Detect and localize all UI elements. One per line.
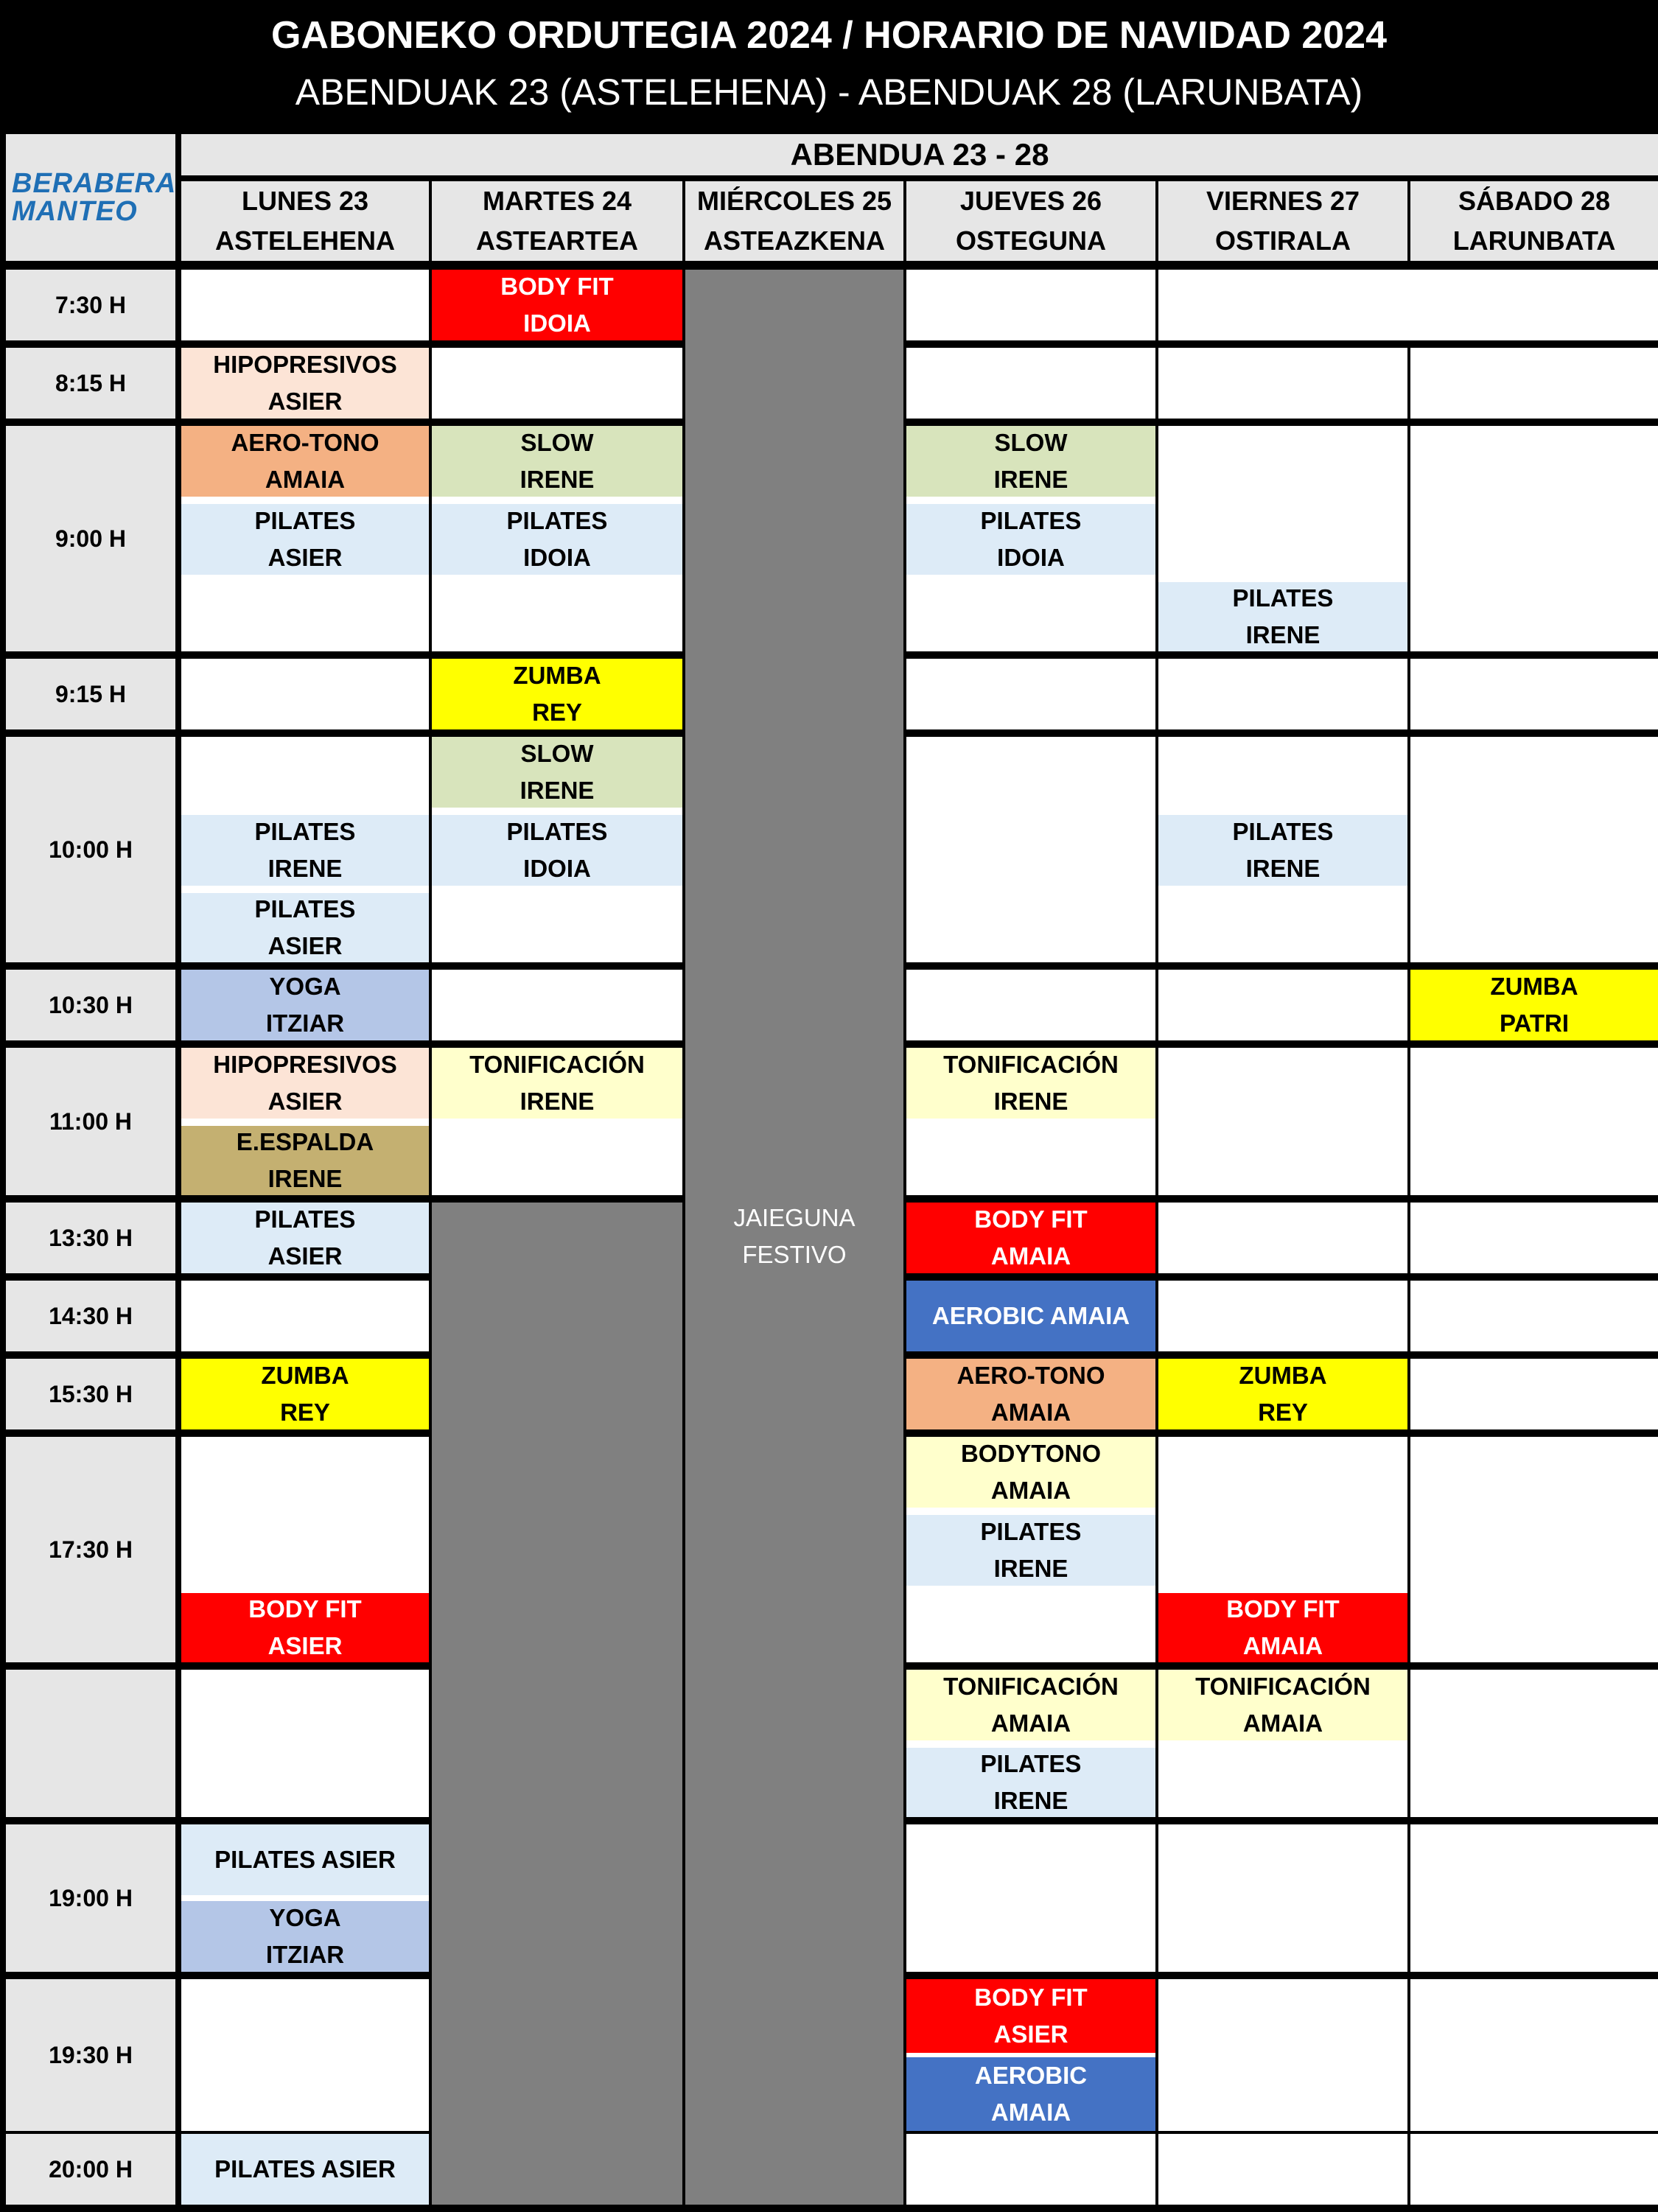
class-block: PILATES ASIER	[181, 893, 429, 962]
empty-slot	[1410, 1203, 1658, 1273]
class-block: PILATES IRENE	[181, 815, 429, 886]
time-label: 9:15 H	[6, 659, 175, 729]
class-block: ZUMBA PATRI	[1410, 970, 1658, 1040]
time-label: 19:00 H	[6, 1824, 175, 1972]
day-header: VIERNES 27 OSTIRALA	[1158, 181, 1407, 261]
class-block: BODY FIT AMAIA	[1158, 1593, 1407, 1662]
empty-slot	[1410, 348, 1658, 419]
day-header: MIÉRCOLES 25 ASTEAZKENA	[685, 181, 903, 261]
time-label: 19:30 H	[6, 1979, 175, 2131]
empty-slot	[1410, 1670, 1658, 1817]
class-block: YOGA ITZIAR	[181, 1901, 429, 1972]
empty-slot	[1410, 737, 1658, 962]
empty-slot	[181, 659, 429, 729]
class-block: AEROBIC AMAIA	[906, 2057, 1155, 2131]
class-block: PILATES IRENE	[1158, 815, 1407, 886]
empty-slot	[1410, 1824, 1658, 1972]
class-block: E.ESPALDA IRENE	[181, 1126, 429, 1195]
holiday-column: JAIEGUNA FESTIVO	[685, 270, 903, 2205]
empty-slot	[1158, 348, 1407, 419]
day-header: LUNES 23 ASTELEHENA	[181, 181, 429, 261]
class-block: TONIFICACIÓN AMAIA	[1158, 1670, 1407, 1740]
class-block: PILATES IDOIA	[906, 504, 1155, 575]
class-block: ZUMBA REY	[432, 659, 682, 729]
page-header	[0, 0, 1658, 134]
time-label: 14:30 H	[6, 1281, 175, 1351]
class-block: BODY FIT ASIER	[906, 1979, 1155, 2053]
empty-slot	[1410, 1979, 1658, 2131]
empty-slot	[1158, 1048, 1407, 1195]
empty-slot	[906, 270, 1155, 340]
empty-slot	[181, 270, 429, 340]
class-block: PILATES IRENE	[1158, 582, 1407, 651]
empty-slot	[181, 1281, 429, 1351]
empty-slot	[181, 1979, 429, 2131]
time-label: 20:00 H	[6, 2134, 175, 2205]
page-subtitle: ABENDUAK 23 (ASTELEHENA) - ABENDUAK 28 (LARUNBATA)	[295, 71, 1363, 113]
class-block: HIPOPRESIVOS ASIER	[181, 348, 429, 419]
time-label: 10:00 H	[6, 737, 175, 962]
empty-slot	[1410, 1437, 1658, 1662]
time-label: 13:30 H	[6, 1203, 175, 1273]
empty-slot	[1158, 1281, 1407, 1351]
empty-slot	[906, 737, 1155, 962]
time-label: 10:30 H	[6, 970, 175, 1040]
class-block: SLOW IRENE	[432, 737, 682, 808]
time-label: 11:00 H	[6, 1048, 175, 1195]
class-block: ZUMBA REY	[181, 1359, 429, 1429]
empty-slot	[1158, 1824, 1407, 1972]
class-block: BODY FIT ASIER	[181, 1593, 429, 1662]
empty-slot	[1410, 2134, 1658, 2205]
empty-slot	[906, 659, 1155, 729]
empty-slot	[1158, 2134, 1407, 2205]
class-block: PILATES IRENE	[906, 1748, 1155, 1817]
class-block: TONIFICACIÓN IRENE	[906, 1048, 1155, 1119]
empty-slot	[1158, 659, 1407, 729]
time-label: 8:15 H	[6, 348, 175, 419]
week-banner: ABENDUA 23 - 28	[181, 134, 1658, 175]
class-block: PILATES ASIER	[181, 1203, 429, 1273]
empty-slot	[906, 970, 1155, 1040]
logo	[6, 134, 175, 261]
day-header: SÁBADO 28 LARUNBATA	[1410, 181, 1658, 261]
empty-slot	[906, 2134, 1155, 2205]
time-label: 9:00 H	[6, 426, 175, 651]
empty-slot	[1410, 1281, 1658, 1351]
class-block: BODY FIT AMAIA	[906, 1203, 1155, 1273]
empty-slot	[432, 348, 682, 419]
empty-slot	[181, 1670, 429, 1817]
logo-line-2: MANTEO	[12, 196, 138, 227]
class-block: PILATES ASIER	[181, 1824, 429, 1895]
class-block: PILATES IDOIA	[432, 815, 682, 886]
empty-slot	[1158, 1203, 1407, 1273]
class-block: YOGA ITZIAR	[181, 970, 429, 1040]
closed-block	[432, 1203, 682, 2205]
class-block: PILATES IRENE	[906, 1515, 1155, 1586]
time-label: 17:30 H	[6, 1437, 175, 1662]
empty-slot	[1410, 659, 1658, 729]
class-block: BODYTONO AMAIA	[906, 1437, 1155, 1508]
class-block: AERO-TONO AMAIA	[906, 1359, 1155, 1429]
class-block: TONIFICACIÓN AMAIA	[906, 1670, 1155, 1740]
class-block: PILATES ASIER	[181, 2134, 429, 2205]
empty-slot	[906, 348, 1155, 419]
time-label: 15:30 H	[6, 1359, 175, 1429]
empty-slot	[432, 970, 682, 1040]
empty-slot	[1410, 426, 1658, 651]
class-block: AERO-TONO AMAIA	[181, 426, 429, 497]
empty-slot	[906, 1824, 1155, 1972]
time-label	[6, 1670, 175, 1817]
class-block: PILATES IDOIA	[432, 504, 682, 575]
empty-slot	[1410, 1048, 1658, 1195]
empty-slot	[1158, 270, 1658, 340]
class-block: BODY FIT IDOIA	[432, 270, 682, 340]
day-header: JUEVES 26 OSTEGUNA	[906, 181, 1155, 261]
class-block: PILATES ASIER	[181, 504, 429, 575]
empty-slot	[1158, 1979, 1407, 2131]
class-block: SLOW IRENE	[432, 426, 682, 497]
class-block: SLOW IRENE	[906, 426, 1155, 497]
page-title: GABONEKO ORDUTEGIA 2024 / HORARIO DE NAVIDAD 2024	[270, 14, 1388, 57]
day-header: MARTES 24 ASTEARTEA	[432, 181, 682, 261]
class-block: ZUMBA REY	[1158, 1359, 1407, 1429]
empty-slot	[1158, 970, 1407, 1040]
time-label: 7:30 H	[6, 270, 175, 340]
logo-line-1: BERABERA	[12, 168, 177, 199]
class-block: AEROBIC AMAIA	[906, 1281, 1155, 1351]
empty-slot	[1410, 1359, 1658, 1429]
class-block: TONIFICACIÓN IRENE	[432, 1048, 682, 1119]
class-block: HIPOPRESIVOS ASIER	[181, 1048, 429, 1119]
